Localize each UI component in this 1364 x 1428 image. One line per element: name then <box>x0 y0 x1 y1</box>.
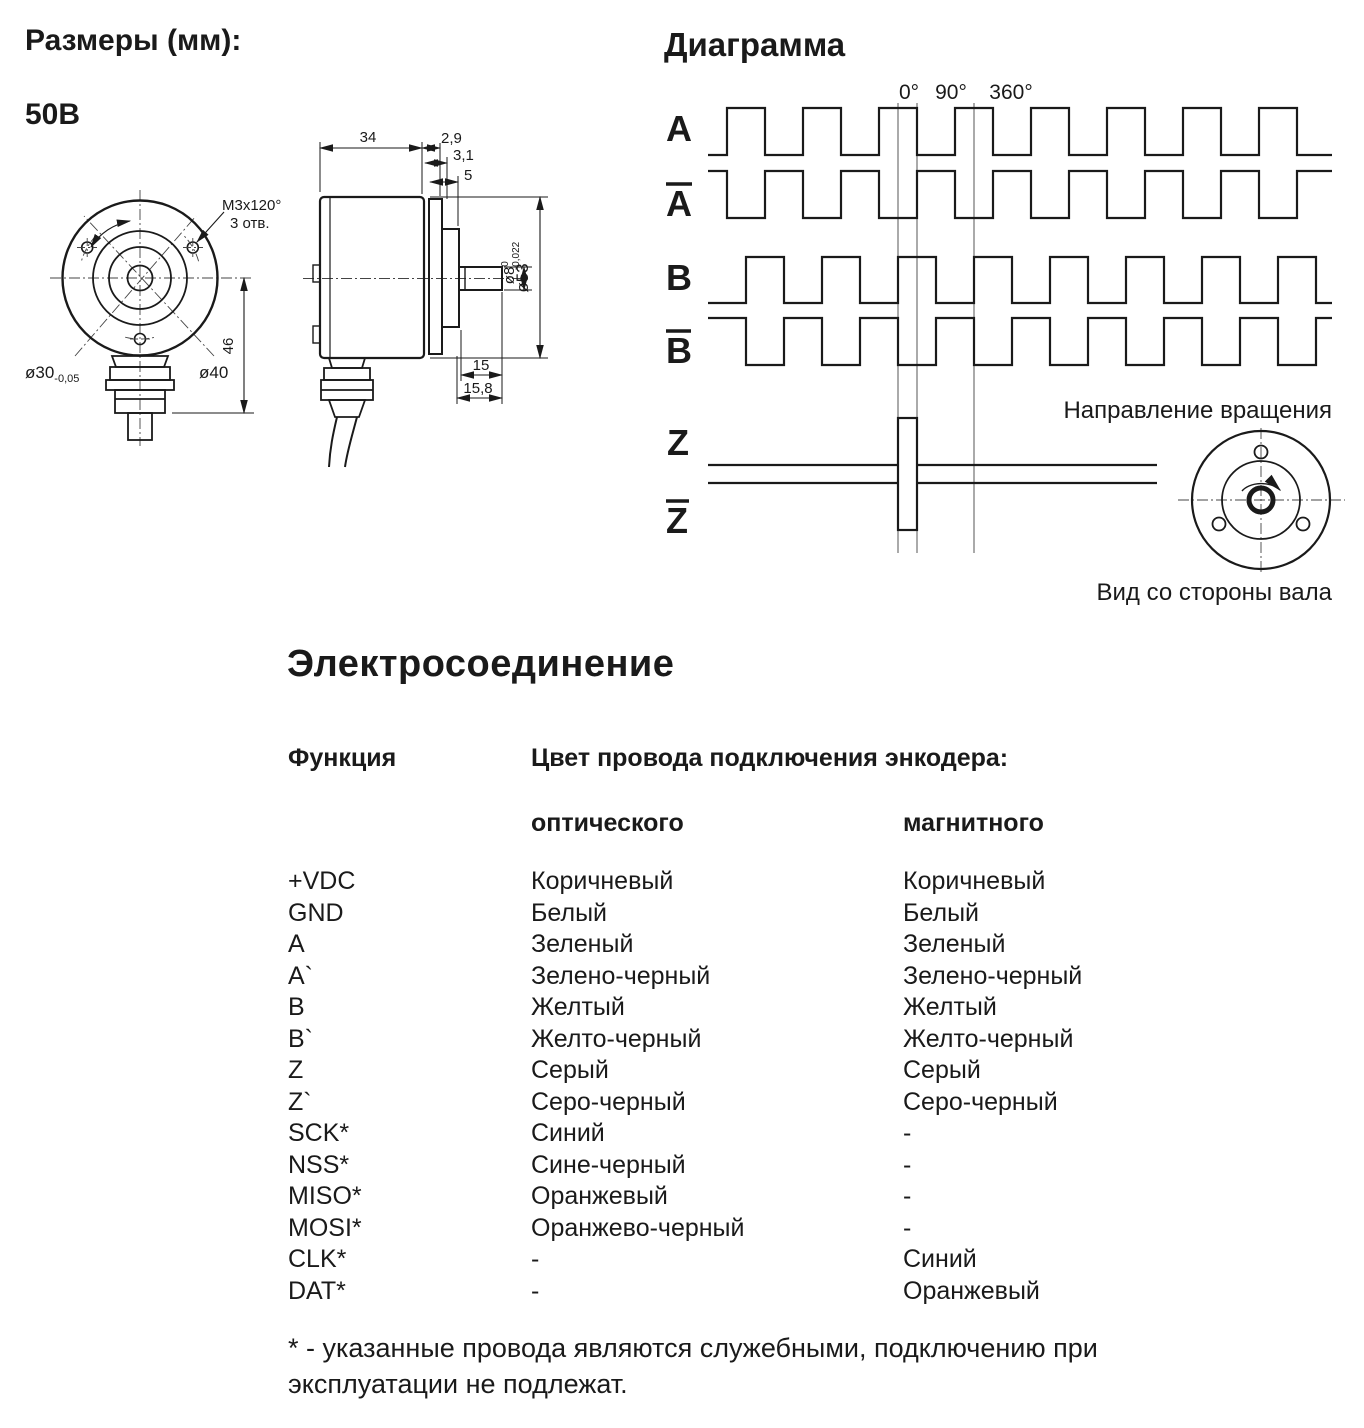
column-wire-color-header: Цвет провода подключения энкодера: <box>531 744 1009 772</box>
wire-color-optical: Серый <box>531 1056 609 1084</box>
waveform-a-inv <box>708 171 1332 218</box>
wire-color-magnetic: - <box>903 1150 912 1179</box>
dimensions-title: Размеры (мм): <box>25 24 242 57</box>
shaft-side-view-label: Вид со стороны вала <box>1096 579 1332 606</box>
dim-5: 5 <box>464 167 473 184</box>
wire-row <box>288 1118 1338 1150</box>
signal-b-label: B <box>666 257 692 298</box>
wire-color-magnetic: - <box>903 1182 912 1210</box>
wire-row <box>288 1024 1338 1056</box>
diagram-title: Диаграмма <box>664 26 846 63</box>
wire-color-magnetic: Коричневый <box>903 867 1046 895</box>
wire-function: CLK* <box>288 1245 347 1273</box>
wire-row <box>288 866 1338 898</box>
wire-table <box>288 866 1338 1307</box>
wire-color-optical: Зелено-черный <box>531 961 711 990</box>
waveform-b-inv <box>708 318 1332 365</box>
side-cable-gland <box>321 358 373 417</box>
wire-function: +VDC <box>288 867 356 895</box>
wire-function: MOSI* <box>288 1213 362 1242</box>
connection-title: Электросоединение <box>287 643 675 685</box>
signal-a-inv-label: A <box>666 183 692 224</box>
angle-0-label: 0° <box>898 81 920 104</box>
dim-34: 34 <box>359 129 377 146</box>
signal-b-inv-label: B <box>666 330 692 371</box>
wire-color-optical: Сине-черный <box>531 1150 686 1179</box>
boss <box>442 229 459 327</box>
wire-color-magnetic: Серый <box>903 1056 981 1084</box>
dim-shaft-dia: $ø8^0-0,022$ <box>500 241 522 285</box>
wire-function: B` <box>288 1024 313 1053</box>
wire-color-optical: Серо-черный <box>531 1087 686 1116</box>
dia40-label: ø40 <box>199 363 229 382</box>
signal-a-label: A <box>666 108 692 149</box>
wire-color-optical: Оранжево-черный <box>531 1213 745 1242</box>
wire-function: NSS* <box>288 1150 350 1179</box>
wire-color-magnetic: Синий <box>903 1245 977 1273</box>
waveform-a <box>708 108 1332 155</box>
height-46-label: 46 <box>220 337 237 355</box>
wire-row <box>288 1276 1338 1308</box>
wire-color-magnetic: Зеленый <box>903 930 1006 958</box>
wire-row <box>288 961 1338 993</box>
encoder-body <box>320 197 424 358</box>
wire-color-magnetic: - <box>903 1119 912 1147</box>
drawings-canvas <box>0 0 1364 620</box>
wire-row <box>288 1055 1338 1087</box>
model-label: 50В <box>25 98 81 131</box>
wire-function: MISO* <box>288 1182 362 1210</box>
wire-color-optical: Желтый <box>531 993 625 1021</box>
footnote <box>288 1330 1098 1402</box>
wire-color-optical: Коричневый <box>531 867 674 895</box>
shaft-view-drawing <box>1178 428 1345 573</box>
waveform-b <box>708 257 1332 303</box>
dim-3-1: 3,1 <box>453 147 474 164</box>
wire-color-optical: Зеленый <box>531 930 634 958</box>
wire-color-optical: - <box>531 1276 540 1305</box>
dim-15-8: 15,8 <box>463 380 493 397</box>
dim-15: 15 <box>472 357 490 374</box>
wire-color-magnetic: Оранжевый <box>903 1276 1040 1305</box>
wire-row <box>288 1150 1338 1182</box>
wire-function: Z` <box>288 1087 312 1116</box>
wire-color-magnetic: Зелено-черный <box>903 961 1083 990</box>
signal-z-inv-label: Z <box>666 500 688 541</box>
wire-color-magnetic: - <box>903 1213 912 1242</box>
wire-color-magnetic: Белый <box>903 898 980 927</box>
dia30-label: $ø30_{-0,05}$ <box>25 363 80 385</box>
side-view-drawing <box>303 142 548 467</box>
wire-color-magnetic: Желто-черный <box>903 1024 1074 1053</box>
signal-z-label: Z <box>667 422 689 463</box>
wire-row <box>288 1087 1338 1119</box>
wire-color-optical: Желто-черный <box>531 1024 702 1053</box>
wire-function: A` <box>288 961 313 990</box>
footnote-line: * - указанные провода являются служебными, подключению при <box>288 1333 1098 1363</box>
wire-row <box>288 1181 1338 1213</box>
wire-row <box>288 992 1338 1024</box>
column-optical-header: оптического <box>531 809 684 837</box>
timing-diagram <box>666 81 1345 606</box>
wire-row <box>288 1213 1338 1245</box>
wire-color-optical: Оранжевый <box>531 1182 668 1210</box>
wire-function: A <box>288 930 305 958</box>
front-view-drawing <box>50 190 254 446</box>
z-pulse <box>898 418 917 530</box>
wire-color-magnetic: Желтый <box>903 993 997 1021</box>
mounting-holes-label: 3 отв. <box>230 215 270 232</box>
wire-row <box>288 1244 1338 1276</box>
angle-360-label: 360° <box>989 81 1033 104</box>
wire-function: SCK* <box>288 1119 350 1147</box>
wire-color-optical: Синий <box>531 1119 605 1147</box>
wire-row <box>288 898 1338 930</box>
wire-row <box>288 929 1338 961</box>
rotation-direction-label: Направление вращения <box>1063 397 1332 424</box>
wire-color-optical: Белый <box>531 898 608 927</box>
cable <box>329 417 357 467</box>
mounting-label: M3x120° <box>222 197 282 214</box>
wire-color-magnetic: Серо-черный <box>903 1087 1058 1116</box>
dim-2-9: 2,9 <box>441 130 462 147</box>
flange <box>429 199 442 354</box>
column-magnetic-header: магнитного <box>903 809 1044 837</box>
wire-function: Z <box>288 1056 304 1084</box>
footnote-line: эксплуатации не подлежат. <box>288 1369 628 1399</box>
side-view-labels <box>360 129 532 397</box>
angle-90-label: 90° <box>935 81 967 104</box>
wire-function: GND <box>288 898 344 927</box>
wire-function: DAT* <box>288 1276 346 1305</box>
wire-function: B <box>288 993 305 1021</box>
wire-color-optical: - <box>531 1245 540 1273</box>
dim-body-dia: ø53 <box>513 263 532 293</box>
column-function-header: Функция <box>288 744 397 772</box>
